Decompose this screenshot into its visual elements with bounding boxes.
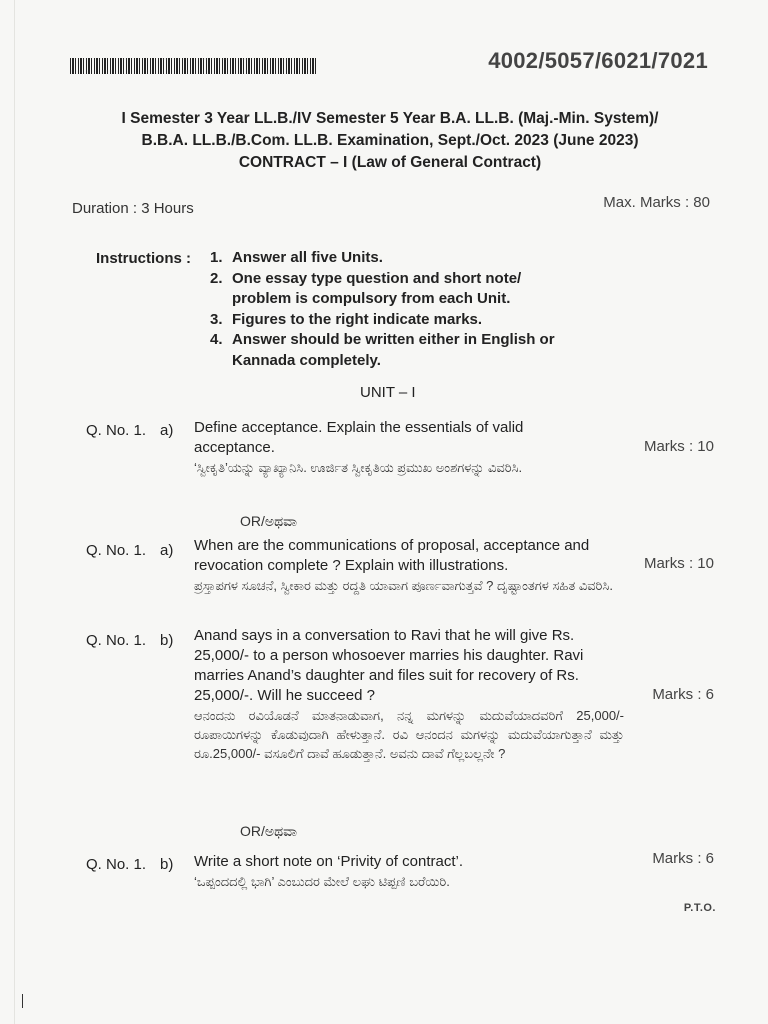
duration: Duration : 3 Hours: [72, 200, 194, 217]
instructions-label: Instructions :: [96, 250, 192, 267]
unit-heading: UNIT – I: [360, 384, 416, 401]
header-line-1: I Semester 3 Year LL.B./IV Semester 5 Year B.A. LL.B. (Maj.-Min. System)/: [121, 110, 659, 127]
question-text: [194, 626, 624, 763]
question-number: Q. No. 1.: [86, 856, 147, 873]
paper-code: 4002/5057/6021/7021: [488, 48, 708, 73]
question-kannada: ‘ಸ್ವೀಕೃತಿ’ಯನ್ನು ವ್ಯಾಖ್ಯಾನಿಸಿ. ಊರ್ಜಿತ ಸ್ವೀಕೃತಿಯ ಪ್ರಮುಖ ಅಂಶಗಳನ್ನು ವಿವರಿಸಿ.: [194, 460, 523, 475]
question-text: [194, 852, 624, 891]
question-number: Q. No. 1.: [86, 542, 147, 559]
question-marks: Marks : 10: [643, 438, 714, 455]
edge-mark: [22, 994, 23, 1008]
question-marks: Marks : 6: [652, 850, 714, 867]
question-number: Q. No. 1.: [86, 422, 147, 439]
question-marks: Marks : 6: [652, 686, 714, 703]
question-english: Write a short note on ‘Privity of contract’.: [194, 853, 463, 870]
question-number: Q. No. 1.: [86, 632, 147, 649]
or-separator: OR/ಅಥವಾ: [240, 823, 298, 839]
scan-edge-line: [14, 0, 15, 1024]
header-line-2: B.B.A. LL.B./B.Com. LL.B. Examination, Sept./Oct. 2023 (June 2023): [141, 132, 639, 149]
instruction-number: 1.: [210, 249, 223, 266]
instruction-text: Answer should be written either in English or Kannada completely.: [232, 331, 555, 369]
question-part: a): [160, 542, 174, 559]
instruction-item: [210, 248, 612, 269]
header-line-3: CONTRACT – I (Law of General Contract): [238, 154, 542, 171]
question-marks: Marks : 10: [643, 555, 714, 572]
instruction-number: 3.: [210, 310, 223, 328]
instruction-text: One essay type question and short note/ problem is compulsory from each Unit.: [232, 269, 522, 307]
instructions-list: [210, 248, 612, 371]
instruction-text: Figures to the right indicate marks.: [232, 310, 483, 328]
instruction-item: [210, 330, 612, 371]
question-kannada: ಪ್ರಸ್ತಾಪಗಳ ಸೂಚನೆ, ಸ್ವೀಕಾರ ಮತ್ತು ರದ್ದತಿ ಯಾವಾಗ ಪೂರ್ಣವಾಗುತ್ತವೆ ? ದೃಷ್ಟಾಂತಗಳ ಸಹಿತ ವಿವರಿಸಿ.: [194, 578, 613, 593]
question-english: Anand says in a conversation to Ravi that he will give Rs. 25,000/- to a person whosoever marries his daughter. Ravi marries Anand’s daughter and files suit for recovery of Rs. 25,000/-. Will he succeed ?: [194, 627, 584, 704]
instruction-item: [210, 310, 612, 331]
question-part: b): [160, 856, 174, 873]
question-kannada: ‘ಒಪ್ಪಂದದಲ್ಲಿ ಭಾಗಿ’ ಎಂಬುದರ ಮೇಲೆ ಲಘು ಟಿಪ್ಪಣಿ ಬರೆಯಿರಿ.: [194, 874, 450, 889]
instruction-number: 4.: [210, 331, 223, 348]
or-separator: OR/ಅಥವಾ: [240, 513, 298, 529]
instruction-text: Answer all five Units.: [232, 249, 383, 266]
instruction-number: 2.: [210, 269, 223, 287]
question-english: Define acceptance. Explain the essentials of valid acceptance.: [194, 419, 524, 456]
instruction-item: [210, 269, 612, 310]
pto-label: P.T.O.: [683, 902, 716, 914]
question-english: When are the communications of proposal, acceptance and revocation complete ? Explain with illustrations.: [194, 537, 590, 574]
question-text: [194, 418, 574, 477]
question-kannada: ಆನಂದನು ರವಿಯೊಡನೆ ಮಾತನಾಡುವಾಗ, ನನ್ನ ಮಗಳನ್ನು ಮದುವೆಯಾದವರಿಗೆ 25,000/- ರೂಪಾಯಿಗಳನ್ನು ಕೊಡುವುದಾಗಿ ಹೇಳುತ್ತಾನೆ. ರವಿ ಆನಂದನ ಮಗಳನ್ನು ಮದುವೆಯಾಗುತ್ತಾನೆ ಮತ್ತು ರೂ.25,000/- ವಸೂಲಿಗೆ ದಾವೆ ಹೂಡುತ್ತಾನೆ. ಅವನು ದಾವೆ ಗೆಲ್ಲಬಲ್ಲನೇ ?: [194, 708, 624, 761]
question-text: [194, 536, 614, 595]
max-marks: Max. Marks : 80: [603, 194, 710, 211]
question-part: b): [160, 632, 174, 649]
exam-header: [60, 108, 720, 174]
barcode: [70, 58, 318, 74]
question-part: a): [160, 422, 174, 439]
